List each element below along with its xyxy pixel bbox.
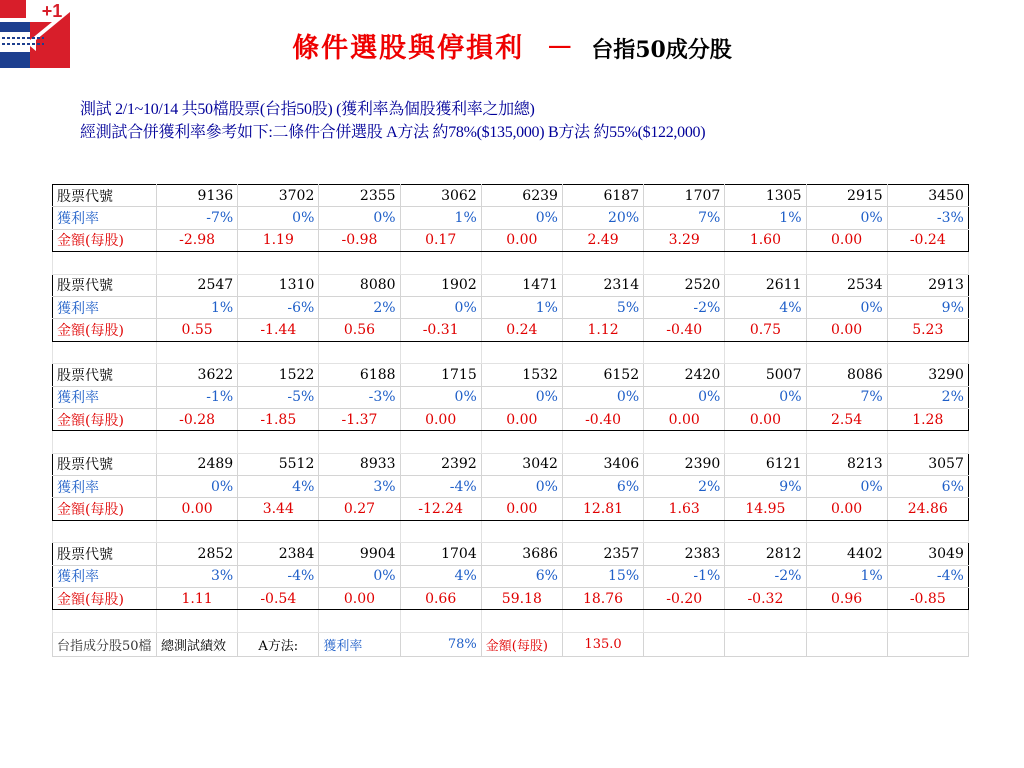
- empty-cell: [319, 431, 400, 453]
- amount-per-share-cell: 59.18: [481, 588, 562, 610]
- empty-cell: [157, 341, 238, 363]
- empty-cell: [644, 341, 725, 363]
- amount-per-share-cell: -12.24: [400, 498, 481, 520]
- amount-per-share-cell: 0.00: [806, 229, 887, 251]
- stock-code-cell: 8933: [319, 453, 400, 475]
- stock-code-cell: 3450: [887, 185, 968, 207]
- stock-results-table: [52, 184, 969, 657]
- empty-cell: [481, 252, 562, 274]
- amount-per-share-cell: 3.44: [238, 498, 319, 520]
- stock-code-cell: 6121: [725, 453, 806, 475]
- amount-per-share-row: [53, 229, 969, 251]
- profit-rate-cell: 7%: [806, 386, 887, 408]
- amount-per-share-cell: -0.54: [238, 588, 319, 610]
- summary-group: 台指成分股50檔: [53, 632, 157, 656]
- empty-cell: [887, 341, 968, 363]
- empty-cell: [887, 252, 968, 274]
- profit-rate-cell: -3%: [319, 386, 400, 408]
- profit-rate-label: 獲利率: [53, 386, 157, 408]
- empty-cell: [481, 431, 562, 453]
- stock-code-cell: 2383: [644, 543, 725, 565]
- stock-code-cell: 9904: [319, 543, 400, 565]
- amount-per-share-row: [53, 408, 969, 430]
- profit-rate-cell: 15%: [562, 565, 643, 587]
- stock-code-cell: 2534: [806, 274, 887, 296]
- empty-cell: [725, 610, 806, 632]
- stock-code-cell: 8086: [806, 364, 887, 386]
- profit-rate-cell: -4%: [238, 565, 319, 587]
- empty-cell: [238, 341, 319, 363]
- empty-cell: [238, 610, 319, 632]
- summary-rate-label: 獲利率: [319, 632, 400, 656]
- profit-rate-cell: 20%: [562, 207, 643, 229]
- stock-code-cell: 2520: [644, 274, 725, 296]
- profit-rate-cell: 1%: [400, 207, 481, 229]
- amount-per-share-cell: -0.32: [725, 588, 806, 610]
- profit-rate-row: [53, 207, 969, 229]
- amount-per-share-cell: 5.23: [887, 319, 968, 341]
- empty-cell: [481, 520, 562, 542]
- title-sub: 台指50成分股: [591, 37, 732, 63]
- amount-per-share-cell: 0.00: [725, 408, 806, 430]
- empty-cell: [157, 431, 238, 453]
- profit-rate-cell: 1%: [157, 296, 238, 318]
- profit-rate-cell: 3%: [157, 565, 238, 587]
- stock-code-cell: 2852: [157, 543, 238, 565]
- stock-code-cell: 6239: [481, 185, 562, 207]
- stock-code-label: 股票代號: [53, 274, 157, 296]
- amount-per-share-cell: 0.00: [157, 498, 238, 520]
- empty-cell: [400, 341, 481, 363]
- amount-per-share-label: 金額(每股): [53, 319, 157, 341]
- stock-code-label: 股票代號: [53, 185, 157, 207]
- amount-per-share-cell: 0.00: [481, 229, 562, 251]
- amount-per-share-cell: 3.29: [644, 229, 725, 251]
- stock-code-cell: 1704: [400, 543, 481, 565]
- stock-code-cell: 3686: [481, 543, 562, 565]
- empty-cell: [481, 610, 562, 632]
- stock-code-cell: 3702: [238, 185, 319, 207]
- amount-per-share-cell: -0.31: [400, 319, 481, 341]
- amount-per-share-label: 金額(每股): [53, 408, 157, 430]
- amount-per-share-cell: 0.00: [806, 498, 887, 520]
- profit-rate-cell: 7%: [644, 207, 725, 229]
- empty-cell: [53, 252, 157, 274]
- empty-cell: [806, 520, 887, 542]
- stock-code-cell: 2357: [562, 543, 643, 565]
- empty-cell: [319, 341, 400, 363]
- empty-cell: [644, 431, 725, 453]
- empty-cell: [562, 610, 643, 632]
- profit-rate-cell: 6%: [887, 476, 968, 498]
- stock-code-cell: 3622: [157, 364, 238, 386]
- empty-cell: [53, 610, 157, 632]
- spacer-row: [53, 431, 969, 453]
- profit-rate-cell: 0%: [481, 386, 562, 408]
- profit-rate-label: 獲利率: [53, 296, 157, 318]
- empty-cell: [400, 252, 481, 274]
- summary-amount-label: 金額(每股): [481, 632, 562, 656]
- stock-code-row: [53, 274, 969, 296]
- amount-per-share-cell: 14.95: [725, 498, 806, 520]
- stock-code-cell: 3062: [400, 185, 481, 207]
- amount-per-share-cell: 1.11: [157, 588, 238, 610]
- profit-rate-cell: 1%: [806, 565, 887, 587]
- empty-cell: [481, 341, 562, 363]
- spacer-row: [53, 252, 969, 274]
- amount-per-share-cell: 0.00: [400, 408, 481, 430]
- profit-rate-row: [53, 476, 969, 498]
- stock-code-cell: 8080: [319, 274, 400, 296]
- profit-rate-cell: 4%: [725, 296, 806, 318]
- profit-rate-label: 獲利率: [53, 207, 157, 229]
- profit-rate-row: [53, 296, 969, 318]
- stock-code-cell: 2812: [725, 543, 806, 565]
- profit-rate-cell: 4%: [400, 565, 481, 587]
- empty-cell: [319, 610, 400, 632]
- profit-rate-cell: -6%: [238, 296, 319, 318]
- empty-cell: [400, 431, 481, 453]
- profit-rate-cell: -4%: [400, 476, 481, 498]
- empty-cell: [319, 252, 400, 274]
- amount-per-share-cell: -0.40: [562, 408, 643, 430]
- empty-cell: [725, 252, 806, 274]
- profit-rate-cell: -3%: [887, 207, 968, 229]
- stock-code-row: [53, 543, 969, 565]
- amount-per-share-cell: 0.00: [481, 408, 562, 430]
- profit-rate-cell: 6%: [481, 565, 562, 587]
- empty-cell: [562, 252, 643, 274]
- amount-per-share-cell: 0.00: [806, 319, 887, 341]
- amount-per-share-cell: 0.00: [644, 408, 725, 430]
- description-line-2: 經測試合併獲利率參考如下:二條件合併選股 A方法 約78%($135,000) B方法 約55%($122,000): [80, 124, 706, 141]
- empty-cell: [53, 341, 157, 363]
- amount-per-share-cell: 0.00: [319, 588, 400, 610]
- stock-code-label: 股票代號: [53, 364, 157, 386]
- profit-rate-cell: 0%: [806, 476, 887, 498]
- summary-row: [53, 632, 969, 656]
- amount-per-share-cell: 0.66: [400, 588, 481, 610]
- stock-code-cell: 2390: [644, 453, 725, 475]
- stock-code-cell: 2489: [157, 453, 238, 475]
- stock-code-row: [53, 453, 969, 475]
- amount-per-share-cell: 2.54: [806, 408, 887, 430]
- profit-rate-label: 獲利率: [53, 565, 157, 587]
- empty-cell: [238, 252, 319, 274]
- title-separator: －: [546, 33, 574, 64]
- profit-rate-cell: 0%: [157, 476, 238, 498]
- profit-rate-cell: 0%: [806, 296, 887, 318]
- amount-per-share-row: [53, 319, 969, 341]
- stock-code-cell: 9136: [157, 185, 238, 207]
- empty-cell: [53, 520, 157, 542]
- profit-rate-cell: 6%: [562, 476, 643, 498]
- profit-rate-cell: 0%: [238, 207, 319, 229]
- stock-code-cell: 1532: [481, 364, 562, 386]
- stock-code-cell: 4402: [806, 543, 887, 565]
- profit-rate-cell: 0%: [562, 386, 643, 408]
- amount-per-share-cell: -0.85: [887, 588, 968, 610]
- empty-cell: [157, 252, 238, 274]
- profit-rate-cell: 3%: [319, 476, 400, 498]
- title-main: 條件選股與停損利: [292, 33, 525, 64]
- empty-cell: [887, 632, 968, 656]
- profit-rate-cell: -2%: [644, 296, 725, 318]
- amount-per-share-cell: 24.86: [887, 498, 968, 520]
- amount-per-share-cell: -1.37: [319, 408, 400, 430]
- logo-text: +1: [41, 1, 63, 21]
- amount-per-share-cell: -0.24: [887, 229, 968, 251]
- stock-code-row: [53, 185, 969, 207]
- empty-cell: [725, 431, 806, 453]
- stock-code-cell: 6187: [562, 185, 643, 207]
- empty-cell: [806, 610, 887, 632]
- stock-code-cell: 2913: [887, 274, 968, 296]
- page-title: [0, 26, 1024, 65]
- amount-per-share-cell: 12.81: [562, 498, 643, 520]
- stock-code-cell: 1902: [400, 274, 481, 296]
- stock-code-label: 股票代號: [53, 543, 157, 565]
- stock-code-cell: 6188: [319, 364, 400, 386]
- stock-code-cell: 3290: [887, 364, 968, 386]
- summary-rate-value: 78%: [400, 632, 481, 656]
- stock-code-cell: 2384: [238, 543, 319, 565]
- stock-code-cell: 8213: [806, 453, 887, 475]
- amount-per-share-cell: -0.98: [319, 229, 400, 251]
- empty-cell: [725, 520, 806, 542]
- empty-cell: [562, 341, 643, 363]
- stock-code-cell: 2392: [400, 453, 481, 475]
- amount-per-share-cell: -1.85: [238, 408, 319, 430]
- profit-rate-cell: -4%: [887, 565, 968, 587]
- stock-code-cell: 1522: [238, 364, 319, 386]
- stock-code-cell: 1305: [725, 185, 806, 207]
- profit-rate-cell: 0%: [481, 207, 562, 229]
- empty-cell: [806, 341, 887, 363]
- profit-rate-cell: 2%: [644, 476, 725, 498]
- stock-code-cell: 2611: [725, 274, 806, 296]
- stock-code-cell: 2314: [562, 274, 643, 296]
- profit-rate-cell: 0%: [400, 296, 481, 318]
- amount-per-share-cell: 2.49: [562, 229, 643, 251]
- profit-rate-label: 獲利率: [53, 476, 157, 498]
- test-description: [80, 98, 980, 144]
- empty-cell: [887, 610, 968, 632]
- spacer-row: [53, 520, 969, 542]
- amount-per-share-cell: -0.40: [644, 319, 725, 341]
- stock-code-cell: 1707: [644, 185, 725, 207]
- stock-code-label: 股票代號: [53, 453, 157, 475]
- profit-rate-cell: -1%: [644, 565, 725, 587]
- amount-per-share-cell: 1.60: [725, 229, 806, 251]
- profit-rate-cell: 0%: [644, 386, 725, 408]
- profit-rate-cell: -1%: [157, 386, 238, 408]
- amount-per-share-cell: -1.44: [238, 319, 319, 341]
- empty-cell: [400, 520, 481, 542]
- profit-rate-cell: 9%: [887, 296, 968, 318]
- stock-code-cell: 2547: [157, 274, 238, 296]
- profit-rate-cell: 5%: [562, 296, 643, 318]
- amount-per-share-cell: 1.12: [562, 319, 643, 341]
- amount-per-share-cell: 0.27: [319, 498, 400, 520]
- profit-rate-row: [53, 565, 969, 587]
- profit-rate-cell: -2%: [725, 565, 806, 587]
- stock-code-cell: 5007: [725, 364, 806, 386]
- amount-per-share-cell: 1.63: [644, 498, 725, 520]
- profit-rate-cell: -7%: [157, 207, 238, 229]
- empty-cell: [806, 252, 887, 274]
- summary-method: A方法:: [238, 632, 319, 656]
- empty-cell: [725, 341, 806, 363]
- empty-cell: [806, 431, 887, 453]
- amount-per-share-cell: 0.56: [319, 319, 400, 341]
- empty-cell: [157, 610, 238, 632]
- empty-cell: [562, 431, 643, 453]
- empty-cell: [887, 431, 968, 453]
- amount-per-share-cell: 0.00: [481, 498, 562, 520]
- empty-cell: [644, 632, 725, 656]
- amount-per-share-row: [53, 498, 969, 520]
- profit-rate-cell: 0%: [400, 386, 481, 408]
- amount-per-share-cell: 0.75: [725, 319, 806, 341]
- empty-cell: [562, 520, 643, 542]
- profit-rate-cell: 0%: [481, 476, 562, 498]
- profit-rate-cell: 2%: [887, 386, 968, 408]
- profit-rate-cell: 2%: [319, 296, 400, 318]
- profit-rate-cell: 1%: [481, 296, 562, 318]
- profit-rate-cell: 0%: [725, 386, 806, 408]
- amount-per-share-cell: 1.28: [887, 408, 968, 430]
- empty-cell: [400, 610, 481, 632]
- amount-per-share-cell: -0.20: [644, 588, 725, 610]
- amount-per-share-cell: 0.55: [157, 319, 238, 341]
- amount-per-share-cell: 1.19: [238, 229, 319, 251]
- amount-per-share-cell: 0.17: [400, 229, 481, 251]
- empty-cell: [157, 520, 238, 542]
- stock-code-cell: 2915: [806, 185, 887, 207]
- stock-code-cell: 3049: [887, 543, 968, 565]
- empty-cell: [644, 252, 725, 274]
- empty-cell: [806, 632, 887, 656]
- summary-amount-value: 135.0: [562, 632, 643, 656]
- profit-rate-cell: 0%: [806, 207, 887, 229]
- summary-heading: 總測試績效: [157, 632, 238, 656]
- amount-per-share-cell: 0.24: [481, 319, 562, 341]
- empty-cell: [644, 610, 725, 632]
- empty-cell: [53, 431, 157, 453]
- profit-rate-cell: 1%: [725, 207, 806, 229]
- profit-rate-cell: -5%: [238, 386, 319, 408]
- amount-per-share-label: 金額(每股): [53, 229, 157, 251]
- amount-per-share-cell: -2.98: [157, 229, 238, 251]
- stock-code-cell: 3042: [481, 453, 562, 475]
- stock-code-cell: 1471: [481, 274, 562, 296]
- stock-code-cell: 3057: [887, 453, 968, 475]
- amount-per-share-label: 金額(每股): [53, 588, 157, 610]
- spacer-row: [53, 610, 969, 632]
- amount-per-share-cell: 0.96: [806, 588, 887, 610]
- empty-cell: [238, 431, 319, 453]
- empty-cell: [319, 520, 400, 542]
- profit-rate-cell: 0%: [319, 565, 400, 587]
- stock-code-cell: 5512: [238, 453, 319, 475]
- empty-cell: [644, 520, 725, 542]
- stock-code-cell: 1715: [400, 364, 481, 386]
- stock-code-cell: 1310: [238, 274, 319, 296]
- empty-cell: [725, 632, 806, 656]
- stock-code-cell: 2420: [644, 364, 725, 386]
- amount-per-share-label: 金額(每股): [53, 498, 157, 520]
- spacer-row: [53, 341, 969, 363]
- empty-cell: [238, 520, 319, 542]
- stock-code-cell: 3406: [562, 453, 643, 475]
- empty-cell: [887, 520, 968, 542]
- stock-code-cell: 6152: [562, 364, 643, 386]
- profit-rate-row: [53, 386, 969, 408]
- amount-per-share-row: [53, 588, 969, 610]
- stock-code-row: [53, 364, 969, 386]
- amount-per-share-cell: -0.28: [157, 408, 238, 430]
- profit-rate-cell: 4%: [238, 476, 319, 498]
- description-line-1: 測試 2/1~10/14 共50檔股票(台指50股) (獲利率為個股獲利率之加總): [80, 101, 535, 118]
- stock-code-cell: 2355: [319, 185, 400, 207]
- profit-rate-cell: 9%: [725, 476, 806, 498]
- profit-rate-cell: 0%: [319, 207, 400, 229]
- amount-per-share-cell: 18.76: [562, 588, 643, 610]
